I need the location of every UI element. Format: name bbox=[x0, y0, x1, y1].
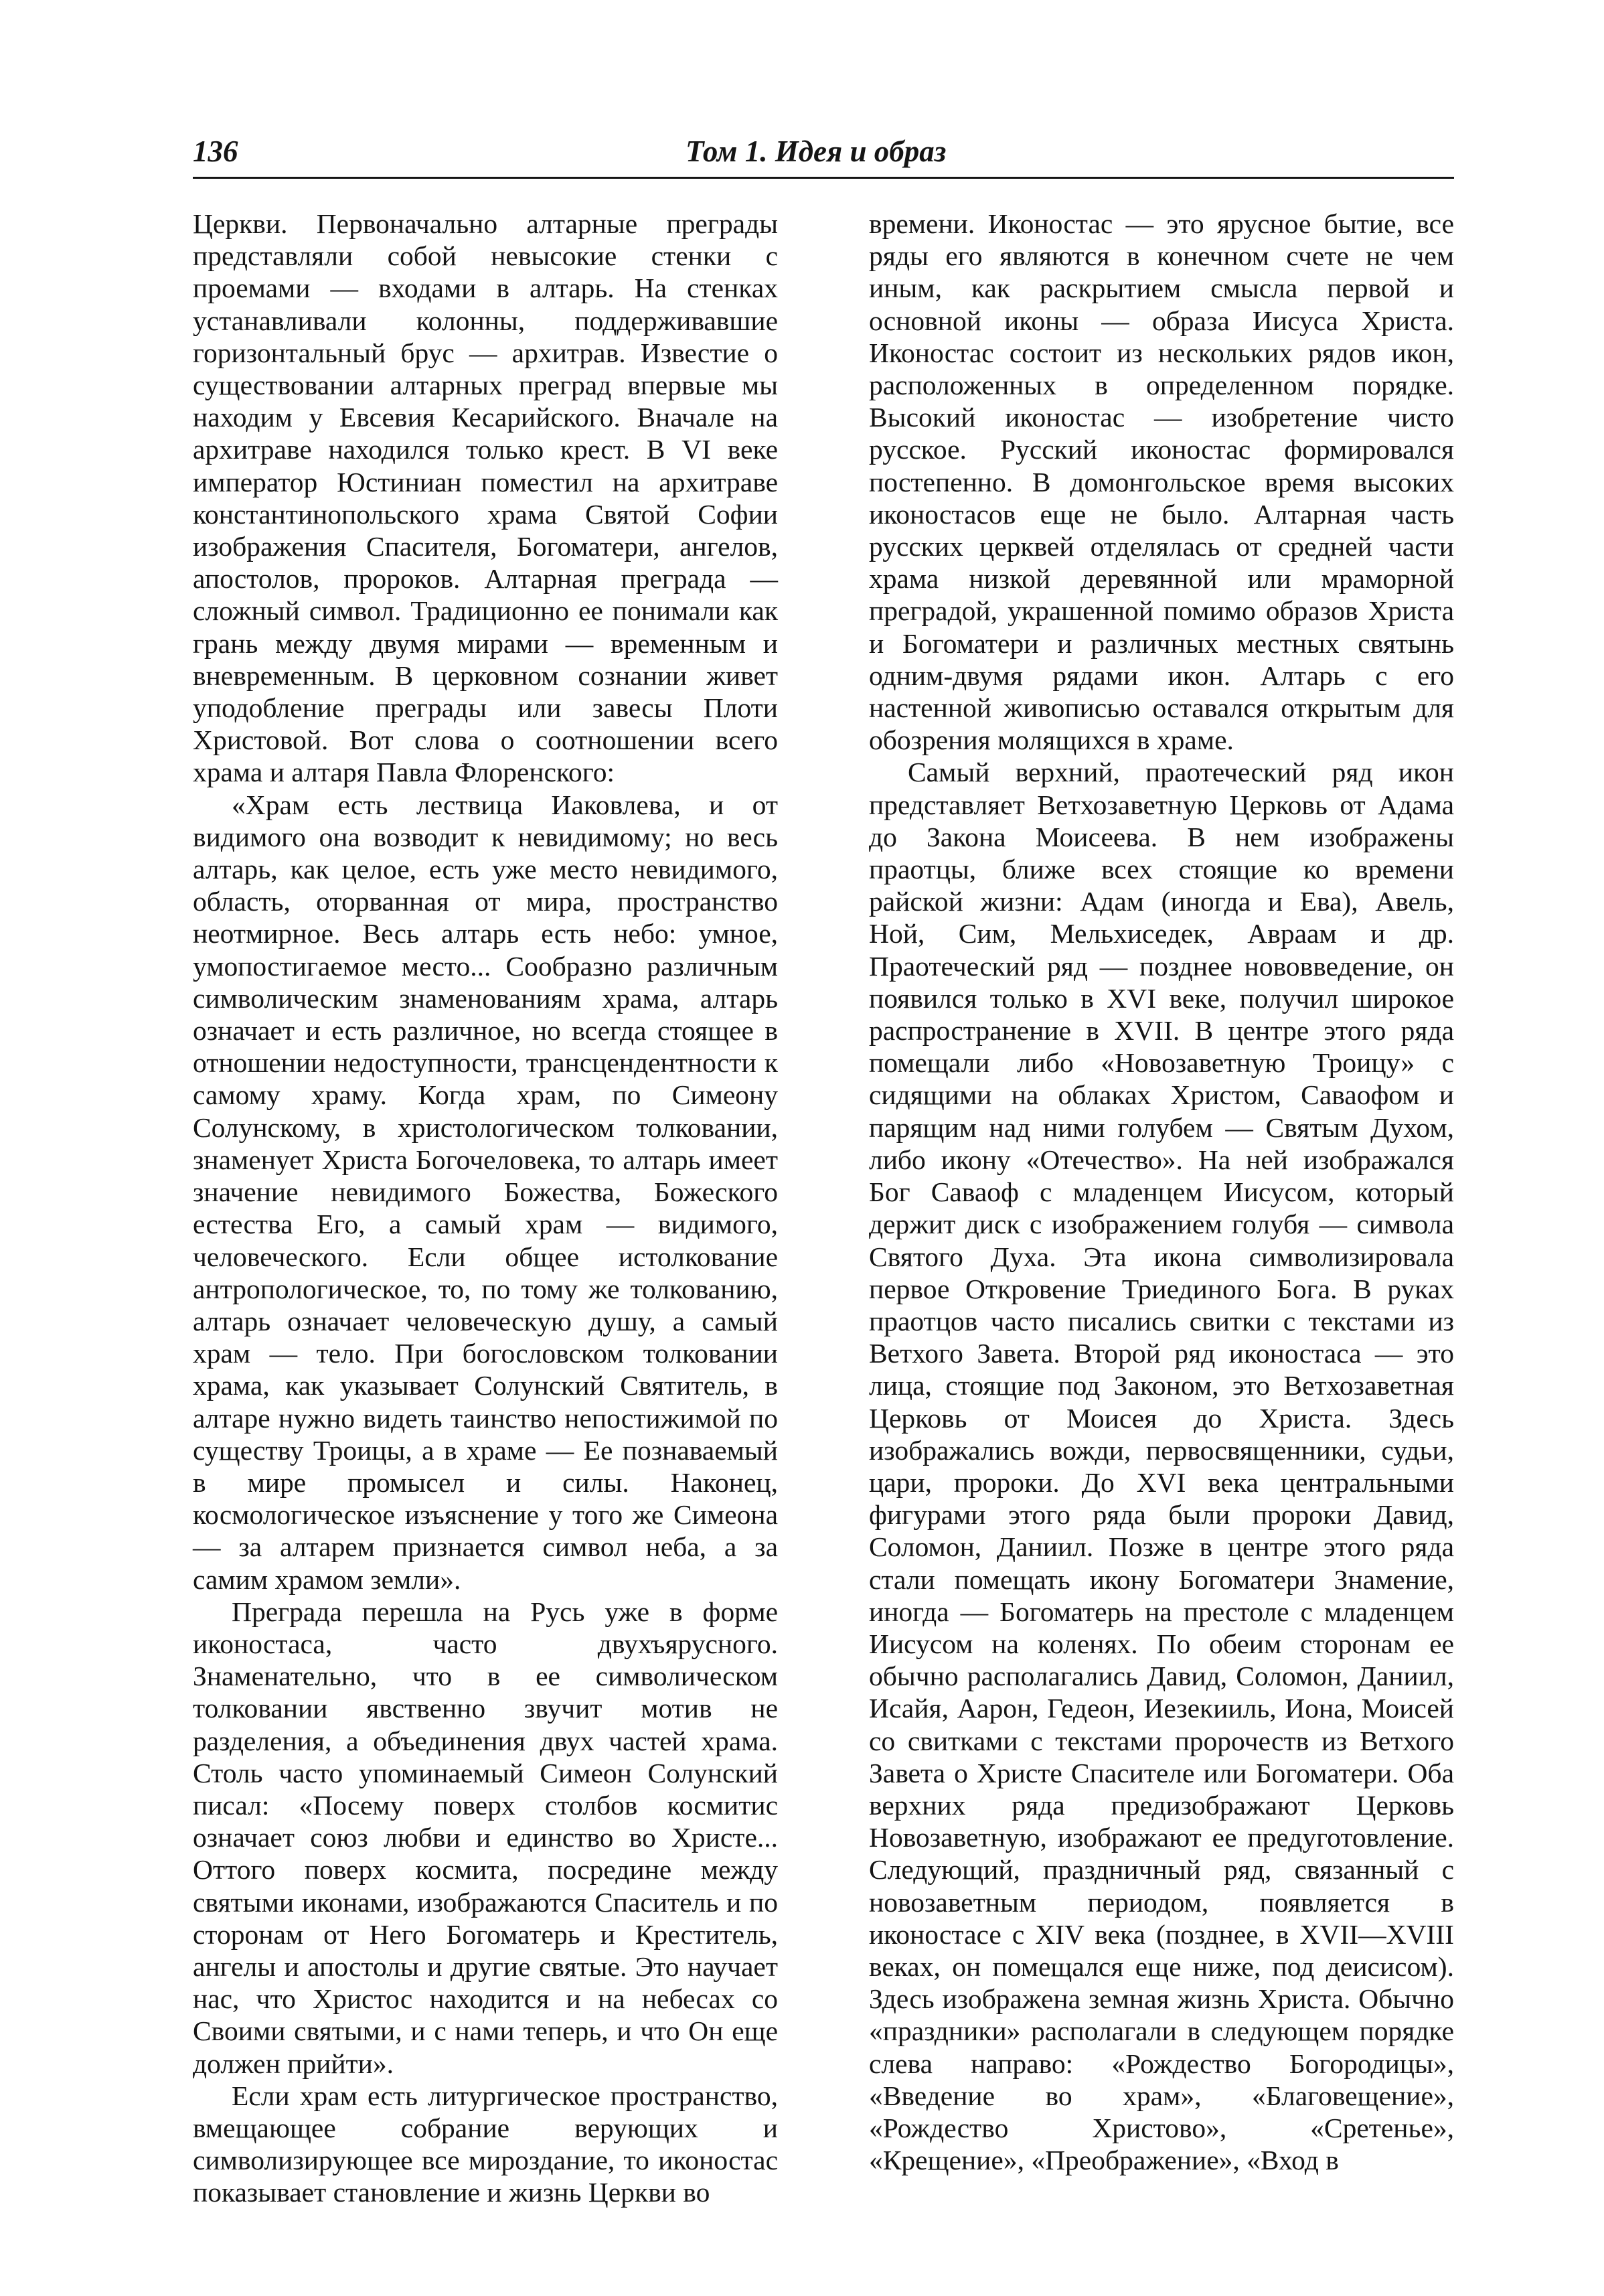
running-title: Том 1. Идея и образ bbox=[686, 135, 947, 168]
left-paragraph-3: Преграда перешла на Русь уже в форме иконостаса, часто двухъярусного. Знаменательно, что в ее символическом толковании явственно звучит мотив не разделения, а объединения двух частей храма. Столь часто упоминаемый Симеон Солунский писал: «Посему поверх столбов космитис означает союз любви и единство во Христе... Оттого поверх космита, посредине между святыми иконами, изображаются Спаситель и по сторонам от Него Богоматерь и Креститель, ангелы и апостолы и другие святые. Это научает нас, что Христос находится и на небесах со Своими святыми, и с нами теперь, и что Он еще должен прийти». bbox=[193, 1596, 778, 2079]
right-paragraph-2: Самый верхний, праотеческий ряд икон представляет Ветхозаветную Церковь от Адама до Закона Моисеева. В нем изображены праотцы, ближе всех стоящие ко времени райской жизни: Адам (иногда и Ева), Авель, Ной, Сим, Мельхиседек, Авраам и др. Праотеческий ряд — позднее нововведение, он появился только в XVI веке, получил широкое распространение в XVII. В центре этого ряда помещали либо «Новозаветную Троицу» с сидящими на облаках Христом, Саваофом и парящим над ними голубем — Святым Духом, либо икону «Отечество». На ней изображался Бог Саваоф с младенцем Иисусом, который держит диск с изображением голубя — символа Святого Духа. Эта икона символизировала первое Откровение Триединого Бога. В руках праотцов часто писались свитки с текстами из Ветхого Завета. Второй ряд иконостаса — это лица, стоящие под Законом, это Ветхозаветная Церковь от Моисея до Христа. Здесь изображались вожди, первосвященники, судьи, цари, пророки. До XVI века центральными фигурами этого ряда были пророки Давид, Соломон, Даниил. Позже в центре этого ряда стали помещать икону Богоматери Знамение, иногда — Богоматерь на престоле с младенцем Иисусом на коленях. По обеим сторонам ее обычно располагались Давид, Соломон, Даниил, Исайя, Аарон, Гедеон, Иезекииль, Иона, Моисей со свитками с текстами пророчеств из Ветхого Завета о Христе Спасителе или Богоматери. Оба верхних ряда предизображают Церковь Новозаветную, изображают ее предуготовление. Следующий, праздничный ряд, связанный с новозаветным периодом, появляется в иконостасе с XIV века (позднее, в XVII—XVIII веках, он помещался еще ниже, под деисисом). Здесь изображена земная жизнь Христа. Обычно «праздники» располагали в следующем порядке слева направо: «Рождество Богородицы», «Введение во храм», «Благовещение», «Рождество Христово», «Сретенье», «Крещение», «Преображение», «Вход в bbox=[869, 757, 1454, 2176]
left-paragraph-4: Если храм есть литургическое пространство, вмещающее собрание верующих и символизирующее все мироздание, то иконостас показывает становление и жизнь Церкви во bbox=[193, 2080, 778, 2208]
page-number: 136 bbox=[193, 135, 238, 168]
left-paragraph-1: Церкви. Первоначально алтарные преграды представляли собой невысокие стенки с проемами — входами в алтарь. На стенках устанавливали колонны, поддерживавшие горизонтальный брус — архитрав. Известие о существовании алтарных преград впервые мы находим у Евсевия Кесарийского. Вначале на архитраве находился только крест. В VI веке император Юстиниан поместил на архитраве константинопольского храма Святой Софии изображения Спасителя, Богоматери, ангелов, апостолов, пророков. Алтарная преграда — сложный символ. Традиционно ее понимали как грань между двумя мирами — временным и вневременным. В церковном сознании живет уподобление преграды или завесы Плоти Христовой. Вот слова о соотношении всего храма и алтаря Павла Флоренского: bbox=[193, 208, 778, 788]
right-column bbox=[869, 208, 1454, 2176]
header-rule bbox=[193, 177, 1454, 179]
left-paragraph-quote: «Храм есть лествица Иаковлева, и от видимого она возводит к невидимому; но весь алтарь, как целое, есть уже место невидимого, область, оторванная от мира, пространство неотмирное. Весь алтарь есть небо: умное, умопостигаемое место... Сообразно различным символическим знаменованиям храма, алтарь означает и есть различное, но всегда стоящее в отношении недоступности, трансцендентности к самому храму. Когда храм, по Симеону Солунскому, в христологическом толковании, знаменует Христа Богочеловека, то алтарь имеет значение невидимого Божества, Божеского естества Его, а самый храм — видимого, человеческого. Если общее истолкование антропологическое, то, по тому же толкованию, алтарь означает человеческую душу, а самый храм — тело. При богословском толковании храма, как указывает Солунский Святитель, в алтаре нужно видеть таинство непостижимой по существу Троицы, а в храме — Ее познаваемый в мире промысел и силы. Наконец, космологическое изъяснение у того же Симеона — за алтарем признается символ неба, а за самим храмом земли». bbox=[193, 789, 778, 1595]
left-column bbox=[193, 208, 778, 2209]
running-header bbox=[193, 134, 1454, 174]
right-paragraph-1: времени. Иконостас — это ярусное бытие, все ряды его являются в конечном счете не чем иным, как раскрытием смысла первой и основной иконы — образа Иисуса Христа. Иконостас состоит из нескольких рядов икон, расположенных в определенном порядке. Высокий иконостас — изобретение чисто русское. Русский иконостас формировался постепенно. В домонгольское время высоких иконостасов еще не было. Алтарная часть русских церквей отделялась от средней части храма низкой деревянной или мраморной преградой, украшенной помимо образов Христа и Богоматери и различных местных святынь одним-двумя рядами икон. Алтарь с его настенной живописью оставался открытым для обозрения молящихся в храме. bbox=[869, 208, 1454, 756]
